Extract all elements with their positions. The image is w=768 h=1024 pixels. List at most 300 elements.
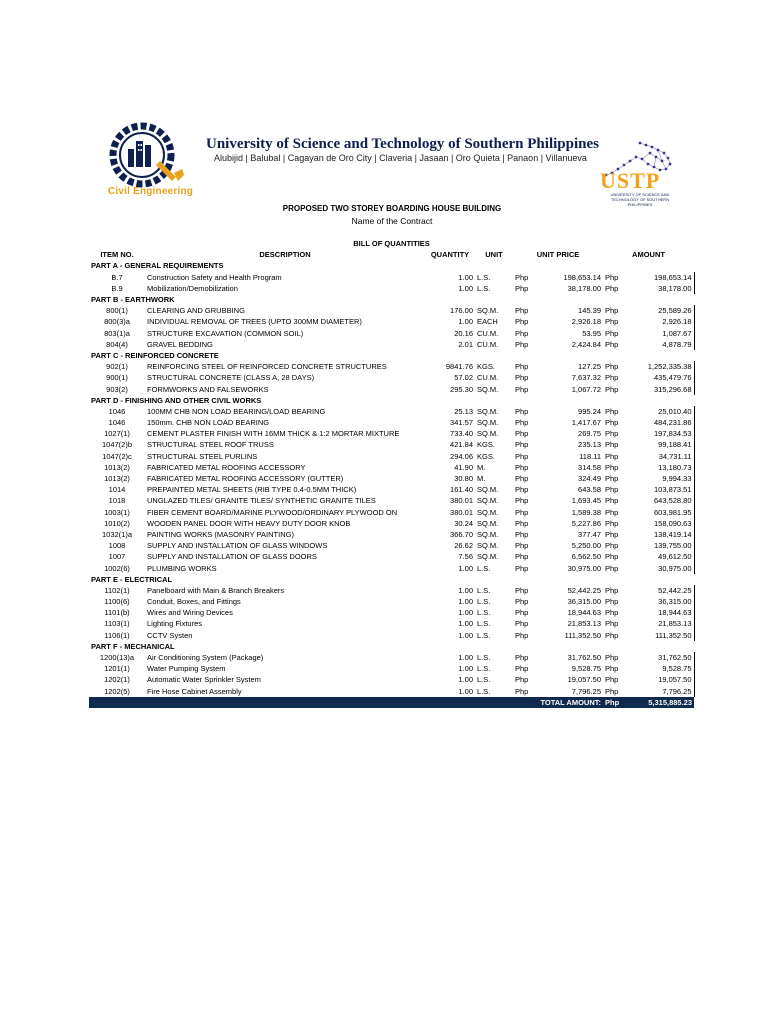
amount-cell: 36,315.00: [628, 596, 694, 607]
description-cell: 100MM CHB NON LOAD BEARING/LOAD BEARING: [147, 406, 326, 416]
amount-currency-cell: Php: [605, 451, 619, 461]
table-row: [89, 316, 694, 327]
amount-currency-cell: Php: [605, 585, 619, 595]
amount-cell: 52,442.25: [628, 585, 694, 596]
item-number-cell: 1002(6): [104, 563, 130, 573]
description-cell: CLEARING AND GRUBBING: [147, 306, 245, 316]
unit-cell: CU.M.: [477, 328, 499, 338]
amount-currency-cell: Php: [605, 384, 619, 394]
price-currency-cell: Php: [515, 675, 529, 685]
description-cell: STRUCTURE EXCAVATION (COMMON SOIL): [147, 328, 304, 338]
item-number-cell: 1202(1): [104, 675, 130, 685]
quantity-cell: 25.13: [454, 406, 473, 416]
price-currency-cell: Php: [515, 339, 529, 349]
amount-cell: 7,796.25: [628, 686, 694, 697]
quantity-cell: 30.24: [454, 518, 473, 528]
unit-price-cell: 1,589.38: [571, 507, 601, 517]
description-cell: SUPPLY AND INSTALLATION OF GLASS WINDOWS: [147, 541, 328, 551]
description-cell: WOODEN PANEL DOOR WITH HEAVY DUTY DOOR KNOB: [147, 518, 351, 528]
table-caption-row: [89, 238, 694, 249]
description-cell: FABRICATED METAL ROOFING ACCESSORY: [147, 462, 306, 472]
amount-cell: 49,612.50: [628, 551, 694, 562]
price-currency-cell: Php: [515, 529, 529, 539]
unit-price-cell: 7,637.32: [571, 373, 601, 383]
price-currency-cell: Php: [515, 306, 529, 316]
unit-cell: L.S.: [477, 608, 491, 618]
amount-cell: 643,528.80: [628, 495, 694, 506]
ustp-logo-word: USTP: [600, 168, 661, 193]
total-amount-value: 5,315,885.23: [628, 697, 694, 708]
price-currency-cell: Php: [515, 608, 529, 618]
amount-currency-cell: Php: [605, 518, 619, 528]
contract-label: Name of the Contract: [351, 216, 433, 226]
amount-currency-cell: Php: [605, 686, 619, 696]
table-row: [89, 618, 694, 629]
quantity-cell: 57.02: [454, 373, 473, 383]
table-row: [89, 495, 694, 506]
item-number-cell: 1014: [108, 485, 126, 495]
unit-price-cell: 145.39: [578, 306, 601, 316]
amount-cell: 31,762.50: [628, 652, 694, 663]
item-number-cell: 1010(2): [104, 518, 130, 528]
price-currency-cell: Php: [515, 429, 529, 439]
section-header-row: [89, 260, 694, 271]
item-number-cell: 803(1)a: [104, 328, 130, 338]
quantity-cell: 294.06: [450, 451, 473, 461]
unit-price-cell: 118.11: [579, 451, 601, 461]
table-row: [89, 686, 694, 697]
description-cell: STRUCTURAL STEEL PURLINS: [147, 451, 258, 461]
table-row: [89, 473, 694, 484]
quantity-cell: 1.00: [458, 317, 473, 327]
description-cell: Water Pumping System: [147, 664, 226, 674]
amount-cell: 9,528.75: [628, 663, 694, 674]
quantity-cell: 20.16: [454, 328, 473, 338]
unit-price-cell: 235.13: [578, 440, 601, 450]
section-title: PART E - ELECTRICAL: [91, 574, 173, 584]
price-currency-cell: Php: [515, 552, 529, 562]
amount-cell: 484,231.86: [628, 417, 694, 428]
amount-cell: 38,178.00: [628, 283, 694, 294]
amount-currency-cell: Php: [605, 496, 619, 506]
quantity-cell: 41.90: [454, 462, 473, 472]
amount-currency-cell: Php: [605, 619, 619, 629]
unit-cell: L.S.: [477, 653, 491, 663]
dept-logo-text: Civil Engineering: [108, 186, 194, 197]
price-currency-cell: Php: [515, 664, 529, 674]
unit-price-cell: 52,442.25: [567, 585, 601, 595]
item-number-cell: 1047(2)b: [101, 440, 133, 450]
description-cell: Air Conditioning System (Package): [147, 653, 264, 663]
price-currency-cell: Php: [515, 328, 529, 338]
unit-cell: L.S.: [477, 630, 491, 640]
amount-cell: 435,479.76: [628, 372, 694, 383]
unit-cell: L.S.: [477, 686, 491, 696]
table-row: [89, 663, 694, 674]
table-row: [89, 562, 694, 573]
unit-price-cell: 198,653.14: [563, 272, 601, 282]
price-currency-cell: Php: [515, 406, 529, 416]
table-row: [89, 462, 694, 473]
amount-cell: 99,188.41: [628, 439, 694, 450]
quantity-cell: 9841.76: [445, 362, 473, 372]
quantity-cell: 1.00: [458, 686, 473, 696]
quantity-cell: 2.01: [458, 339, 473, 349]
quantity-cell: 1.00: [458, 653, 473, 663]
quantity-cell: 380.01: [450, 496, 473, 506]
amount-currency-cell: Php: [605, 597, 619, 607]
amount-currency-cell: Php: [605, 675, 619, 685]
section-header-row: [89, 294, 694, 305]
amount-cell: 19,057.50: [628, 674, 694, 685]
table-row: [89, 607, 694, 618]
quantity-cell: 1.00: [458, 619, 473, 629]
item-number-cell: 1201(1): [104, 664, 130, 674]
unit-cell: SQ.M.: [477, 485, 499, 495]
price-currency-cell: Php: [515, 496, 529, 506]
table-row: [89, 328, 694, 339]
quantity-cell: 733.40: [450, 429, 473, 439]
unit-price-cell: 324.49: [578, 474, 601, 484]
amount-cell: 103,873.51: [628, 484, 694, 495]
amount-cell: 1,087.67: [628, 328, 694, 339]
price-currency-cell: Php: [515, 518, 529, 528]
amount-cell: 158,090.63: [628, 518, 694, 529]
item-number-cell: 800(1): [106, 306, 128, 316]
unit-cell: L.S.: [477, 664, 491, 674]
unit-cell: CU.M.: [477, 339, 499, 349]
unit-cell: L.S.: [477, 675, 491, 685]
unit-cell: SQ.M.: [477, 552, 499, 562]
unit-cell: SQ.M.: [477, 541, 499, 551]
description-cell: PAINTING WORKS (MASONRY PAINTING): [147, 529, 294, 539]
section-title: PART A - GENERAL REQUIREMENTS: [91, 261, 224, 271]
column-header-item: ITEM NO.: [100, 250, 134, 260]
unit-price-cell: 6,562.50: [571, 552, 601, 562]
unit-cell: KGS.: [477, 362, 495, 372]
unit-cell: SQ.M.: [477, 406, 499, 416]
campus-list: Alubijid | Balubal | Cagayan de Oro City | Claveria | Jasaan | Oro Quieta | Panaon | Villanueva: [214, 153, 587, 163]
item-number-cell: 1046: [108, 406, 126, 416]
description-cell: FIBER CEMENT BOARD/MARINE PLYWOOD/ORDINARY PLYWOOD ON: [147, 507, 398, 517]
quantity-cell: 1.00: [458, 675, 473, 685]
amount-currency-cell: Php: [605, 362, 619, 372]
unit-price-cell: 21,853.13: [567, 619, 601, 629]
amount-cell: 198,653.14: [628, 272, 694, 283]
unit-cell: SQ.M.: [477, 429, 499, 439]
unit-price-cell: 36,315.00: [567, 597, 601, 607]
item-number-cell: 1106(1): [104, 630, 130, 640]
amount-currency-cell: Php: [605, 306, 619, 316]
ustp-logo-subtext: UNIVERSITY OF SCIENCE AND TECHNOLOGY OF SOUTHERN PHILIPPINES: [610, 192, 670, 207]
price-currency-cell: Php: [515, 373, 529, 383]
unit-cell: SQ.M.: [477, 518, 499, 528]
table-row: [89, 439, 694, 450]
amount-currency-cell: Php: [605, 429, 619, 439]
unit-cell: SQ.M.: [477, 529, 499, 539]
price-currency-cell: Php: [515, 541, 529, 551]
description-cell: Automatic Water Sprinkler System: [147, 675, 261, 685]
description-cell: FABRICATED METAL ROOFING ACCESSORY (GUTTER): [147, 474, 344, 484]
item-number-cell: 1046: [108, 418, 126, 428]
amount-currency-cell: Php: [605, 653, 619, 663]
quantity-cell: 1.00: [458, 585, 473, 595]
table-row: [89, 529, 694, 540]
item-number-cell: 1202(5): [104, 686, 130, 696]
document-header: [0, 0, 768, 240]
table-row: [89, 283, 694, 294]
column-header-amount: AMOUNT: [632, 250, 665, 260]
unit-price-cell: 127.25: [578, 362, 601, 372]
amount-currency-cell: Php: [605, 507, 619, 517]
table-row: [89, 406, 694, 417]
unit-cell: SQ.M.: [477, 496, 499, 506]
description-cell: Wires and Wiring Devices: [147, 608, 233, 618]
amount-currency-cell: Php: [605, 541, 619, 551]
price-currency-cell: Php: [515, 485, 529, 495]
item-number-cell: 902(1): [106, 362, 128, 372]
total-row: [89, 697, 694, 708]
unit-price-cell: 995.24: [578, 406, 601, 416]
unit-price-cell: 7,796.25: [571, 686, 601, 696]
total-amount-label: TOTAL AMOUNT:: [89, 697, 603, 708]
price-currency-cell: Php: [515, 283, 529, 293]
amount-cell: 18,944.63: [628, 607, 694, 618]
amount-cell: 603,981.95: [628, 507, 694, 518]
amount-currency-cell: Php: [605, 563, 619, 573]
bill-of-quantities-table: [89, 238, 695, 708]
unit-cell: L.S.: [477, 272, 491, 282]
description-cell: CEMENT PLASTER FINISH WITH 16MM THICK & 1:2 MORTAR MIXTURE: [147, 429, 400, 439]
amount-cell: 34,731.11: [628, 451, 694, 462]
amount-currency-cell: Php: [605, 485, 619, 495]
unit-cell: KGS.: [477, 451, 495, 461]
item-number-cell: 1018: [108, 496, 126, 506]
column-header-unit: UNIT: [485, 250, 503, 260]
amount-currency-cell: Php: [605, 373, 619, 383]
amount-currency-cell: Php: [605, 608, 619, 618]
description-cell: FORMWORKS AND FALSEWORKS: [147, 384, 269, 394]
description-cell: Panelboard with Main & Branch Breakers: [147, 585, 285, 595]
description-cell: STRUCTURAL STEEL ROOF TRUSS: [147, 440, 274, 450]
unit-cell: CU.M.: [477, 373, 499, 383]
item-number-cell: 1102(1): [104, 585, 130, 595]
amount-cell: 25,589.26: [628, 305, 694, 316]
table-row: [89, 630, 694, 641]
item-number-cell: 1103(1): [104, 619, 130, 629]
unit-price-cell: 2,424.84: [571, 339, 601, 349]
quantity-cell: 1.00: [458, 630, 473, 640]
price-currency-cell: Php: [515, 585, 529, 595]
item-number-cell: 1027(1): [104, 429, 130, 439]
amount-cell: 197,834.53: [628, 428, 694, 439]
amount-currency-cell: Php: [605, 529, 619, 539]
description-cell: INDIVIDUAL REMOVAL OF TREES (UPTO 300MM DIAMETER): [147, 317, 362, 327]
item-number-cell: 900(1): [106, 373, 128, 383]
section-title: PART F - MECHANICAL: [91, 641, 175, 651]
section-header-row: [89, 395, 694, 406]
table-row: [89, 339, 694, 350]
item-number-cell: 1032(1)a: [101, 529, 133, 539]
description-cell: Fire Hose Cabinet Assembly: [147, 686, 242, 696]
price-currency-cell: Php: [515, 451, 529, 461]
unit-cell: SQ.M.: [477, 418, 499, 428]
amount-cell: 111,352.50: [628, 630, 694, 641]
unit-price-cell: 1,067.72: [571, 384, 601, 394]
price-currency-cell: Php: [515, 362, 529, 372]
price-currency-cell: Php: [515, 418, 529, 428]
item-number-cell: 1047(2)c: [102, 451, 132, 461]
description-cell: CCTV Systen: [147, 630, 193, 640]
price-currency-cell: Php: [515, 619, 529, 629]
price-currency-cell: Php: [515, 474, 529, 484]
amount-currency-cell: Php: [605, 283, 619, 293]
amount-currency-cell: Php: [605, 552, 619, 562]
amount-currency-cell: Php: [605, 406, 619, 416]
table-row: [89, 518, 694, 529]
item-number-cell: B.9: [111, 283, 123, 293]
unit-price-cell: 5,227.86: [571, 518, 601, 528]
table-row: [89, 652, 694, 663]
table-row: [89, 372, 694, 383]
quantity-cell: 26.62: [454, 541, 473, 551]
quantity-cell: 30.80: [454, 474, 473, 484]
section-header-row: [89, 350, 694, 361]
amount-cell: 1,252,335.38: [628, 361, 694, 372]
quantity-cell: 1.00: [458, 664, 473, 674]
quantity-cell: 7.56: [458, 552, 473, 562]
table-row: [89, 305, 694, 316]
price-currency-cell: Php: [515, 686, 529, 696]
unit-cell: L.S.: [477, 563, 491, 573]
amount-cell: 13,180.73: [628, 462, 694, 473]
description-cell: Lighting Fixtures: [147, 619, 203, 629]
table-row: [89, 585, 694, 596]
description-cell: Mobilization/Demobilization: [147, 283, 238, 293]
table-header-row: [89, 249, 694, 260]
price-currency-cell: Php: [515, 630, 529, 640]
unit-price-cell: 314.58: [578, 462, 601, 472]
quantity-cell: 295.30: [450, 384, 473, 394]
price-currency-cell: Php: [515, 317, 529, 327]
university-name: University of Science and Technology of Southern Philippines: [206, 136, 599, 152]
description-cell: 150mm. CHB NON LOAD BEARING: [147, 418, 270, 428]
table-row: [89, 507, 694, 518]
quantity-cell: 176.00: [450, 306, 473, 316]
table-caption: BILL OF QUANTITIES: [353, 239, 430, 249]
price-currency-cell: Php: [515, 653, 529, 663]
amount-currency-cell: Php: [605, 630, 619, 640]
unit-price-cell: 5,250.00: [571, 541, 601, 551]
price-currency-cell: Php: [515, 597, 529, 607]
quantity-cell: 1.00: [458, 272, 473, 282]
section-title: PART C - REINFORCED CONCRETE: [91, 350, 219, 360]
price-currency-cell: Php: [515, 272, 529, 282]
unit-cell: EACH: [477, 317, 498, 327]
table-row: [89, 383, 694, 394]
total-currency: Php: [603, 697, 628, 708]
unit-cell: L.S.: [477, 619, 491, 629]
amount-currency-cell: Php: [605, 440, 619, 450]
item-number-cell: B.7: [111, 272, 123, 282]
price-currency-cell: Php: [515, 563, 529, 573]
description-cell: PREPAINTED METAL SHEETS (RIB TYPE 0.4-0.5MM THICK): [147, 485, 357, 495]
item-number-cell: 1101(b): [104, 608, 130, 618]
unit-cell: SQ.M.: [477, 306, 499, 316]
column-header-quantity: QUANTITY: [430, 250, 470, 260]
unit-price-cell: 18,944.63: [567, 608, 601, 618]
amount-cell: 21,853.13: [628, 618, 694, 629]
amount-cell: 4,878.79: [628, 339, 694, 350]
amount-currency-cell: Php: [605, 462, 619, 472]
quantity-cell: 380.01: [450, 507, 473, 517]
amount-cell: 9,994.33: [628, 473, 694, 484]
table-row: [89, 417, 694, 428]
unit-cell: M.: [477, 474, 486, 484]
description-cell: Conduit, Boxes, and Fittings: [147, 597, 241, 607]
quantity-cell: 421.84: [450, 440, 473, 450]
item-number-cell: 804(4): [106, 339, 128, 349]
section-header-row: [89, 574, 694, 585]
table-row: [89, 674, 694, 685]
unit-price-cell: 30,975.00: [567, 563, 601, 573]
section-title: PART D - FINISHING AND OTHER CIVIL WORKS: [91, 395, 262, 405]
unit-price-cell: 377.47: [578, 529, 601, 539]
price-currency-cell: Php: [515, 462, 529, 472]
quantity-cell: 341.57: [450, 418, 473, 428]
amount-currency-cell: Php: [605, 339, 619, 349]
amount-cell: 25,010.40: [628, 406, 694, 417]
unit-price-cell: 269.75: [578, 429, 601, 439]
amount-currency-cell: Php: [605, 272, 619, 282]
amount-currency-cell: Php: [605, 664, 619, 674]
quantity-cell: 366.70: [450, 529, 473, 539]
column-header-description: DESCRIPTION: [259, 250, 311, 260]
description-cell: Construction Safety and Health Program: [147, 272, 282, 282]
unit-price-cell: 53.95: [582, 328, 601, 338]
item-number-cell: 1200(13)a: [99, 653, 135, 663]
table-row: [89, 484, 694, 495]
price-currency-cell: Php: [515, 507, 529, 517]
item-number-cell: 800(3)a: [104, 317, 130, 327]
column-header-unit-price: UNIT PRICE: [536, 250, 580, 260]
amount-cell: 138,419.14: [628, 529, 694, 540]
unit-price-cell: 111,352.50: [564, 630, 601, 640]
amount-cell: 315,296.68: [628, 383, 694, 394]
amount-currency-cell: Php: [605, 418, 619, 428]
unit-cell: SQ.M.: [477, 384, 499, 394]
item-number-cell: 903(2): [106, 384, 128, 394]
unit-cell: L.S.: [477, 585, 491, 595]
description-cell: STRUCTURAL CONCRETE (CLASS A, 28 DAYS): [147, 373, 315, 383]
price-currency-cell: Php: [515, 384, 529, 394]
unit-price-cell: 1,693.45: [571, 496, 601, 506]
unit-cell: SQ.M.: [477, 507, 499, 517]
item-number-cell: 1013(2): [104, 474, 130, 484]
project-title: PROPOSED TWO STOREY BOARDING HOUSE BUILDING: [282, 204, 502, 213]
item-number-cell: 1003(1): [104, 507, 130, 517]
item-number-cell: 1013(2): [104, 462, 130, 472]
amount-cell: 30,975.00: [628, 562, 694, 573]
quantity-cell: 161.40: [450, 485, 473, 495]
amount-currency-cell: Php: [605, 474, 619, 484]
description-cell: PLUMBING WORKS: [147, 563, 217, 573]
unit-price-cell: 31,762.50: [567, 653, 601, 663]
table-row: [89, 551, 694, 562]
description-cell: GRAVEL BEDDING: [147, 339, 213, 349]
unit-price-cell: 643.58: [578, 485, 601, 495]
unit-cell: M.: [477, 462, 486, 472]
